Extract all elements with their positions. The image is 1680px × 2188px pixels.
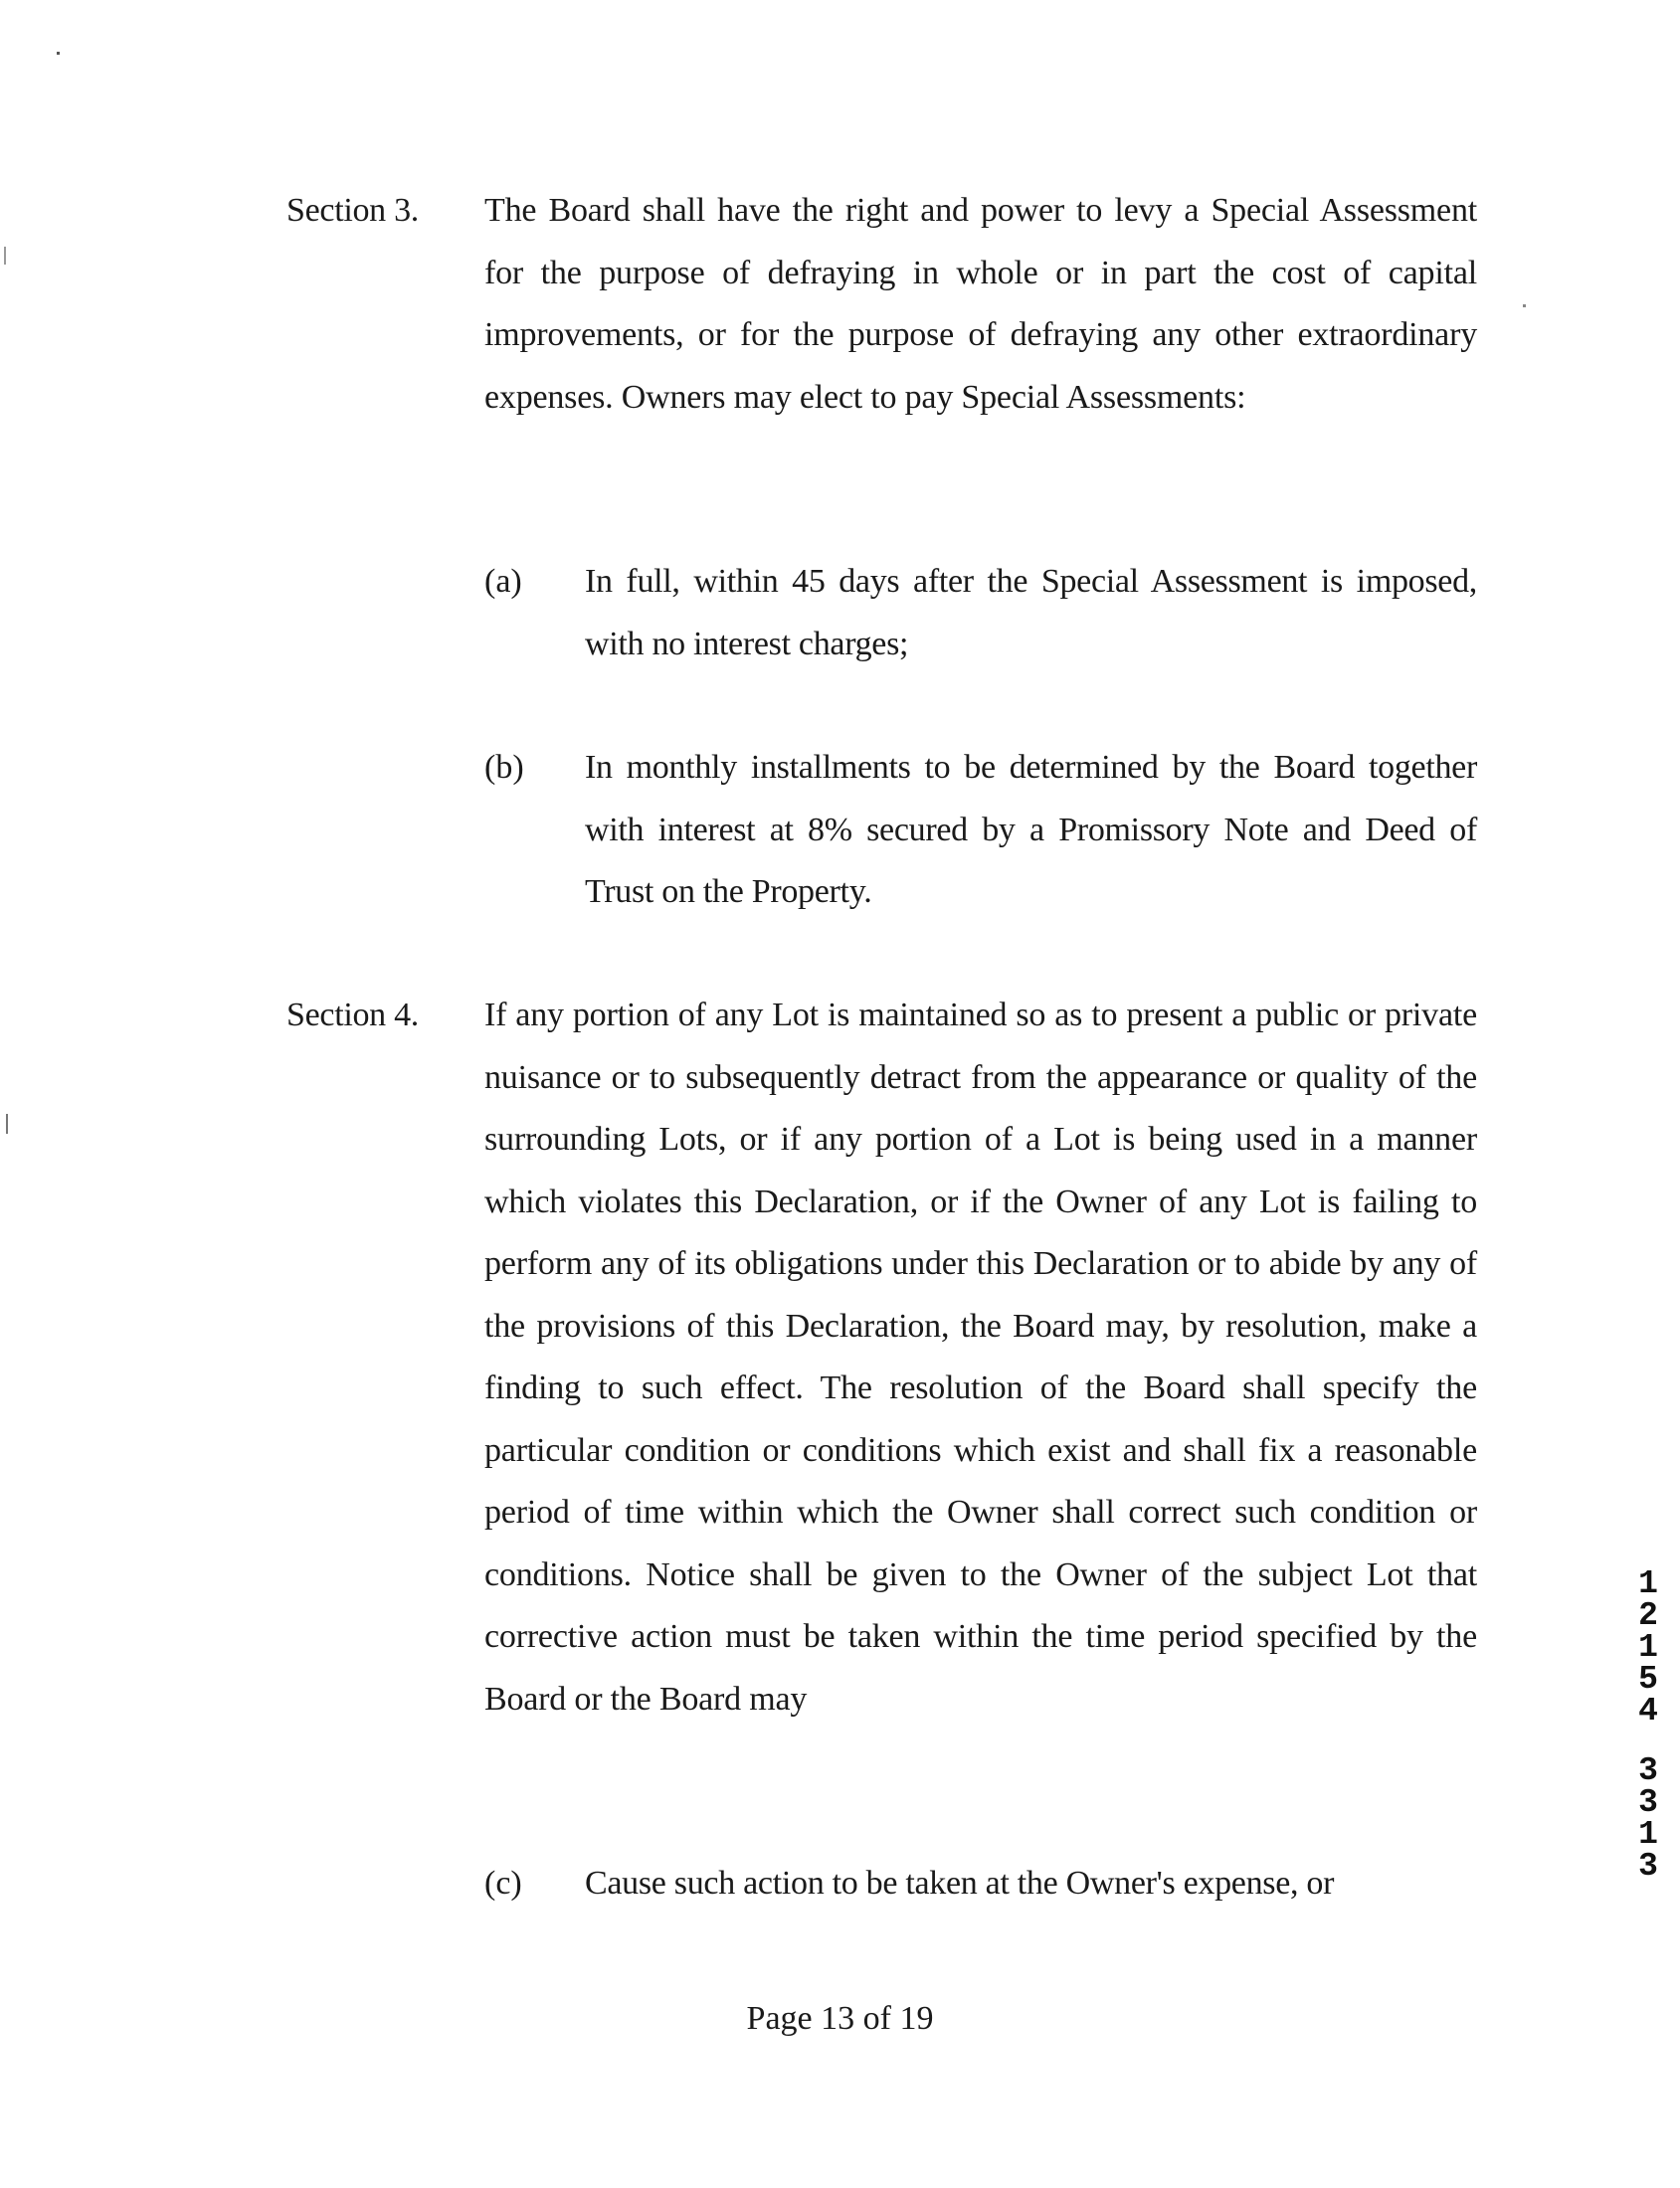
item-a-label: (a) [484, 563, 522, 600]
section-3-text: The Board shall have the right and power to levy a Special Assessment for the purpose of defraying in whole or in part the cost of capital improvements, or for the purpose of defraying any other extraordinary expenses. Owners may elect to pay Special Assessments: [484, 192, 1477, 416]
stamp-digit: 4 [1638, 1693, 1658, 1730]
item-a-text: In full, within 45 days after the Special Assessment is imposed, with no interest charges; [585, 563, 1477, 662]
scan-mark [6, 1114, 8, 1134]
item-b-text: In monthly installments to be determined by the Board together with interest at 8% secured by a Promissory Note and Deed of Trust on the Property. [585, 749, 1477, 910]
stamp-digit: 3 [1638, 1752, 1658, 1789]
scan-speck [57, 52, 60, 55]
stamp-digit: 1 [1638, 1565, 1658, 1602]
section-4-text: If any portion of any Lot is maintained so as to present a public or private nuisance or to subsequently detract from the appearance or quality of the surrounding Lots, or if any portion of a Lot is being used in a manner which violates this Declaration, or if the Owner of any Lot is failing to perform any of its obligations under this Declaration or to abide by any of the provisions of this Declaration, the Board may, by resolution, make a finding to such effect. The resolution of the Board shall specify the particular condition or conditions which exist and shall fix a reasonable period of time within which the Owner shall correct such condition or conditions. Notice shall be given to the Owner of the subject Lot that corrective action must be taken within the time period specified by the Board or the Board may [484, 997, 1477, 1718]
stamp-digit: 3 [1638, 1848, 1658, 1885]
item-b-label: (b) [484, 749, 524, 786]
page-number: Page 13 of 19 [746, 2000, 934, 2037]
recording-stamp [1633, 1565, 1663, 1885]
section-3-label: Section 3. [286, 192, 419, 229]
section-4-label: Section 4. [286, 997, 419, 1033]
stamp-digit: 1 [1638, 1816, 1658, 1853]
item-c-label: (c) [484, 1865, 522, 1902]
scan-speck [1523, 304, 1526, 307]
stamp-digit: 5 [1638, 1661, 1658, 1698]
stamp-digit: 1 [1638, 1629, 1658, 1666]
stamp-digit: 2 [1638, 1597, 1658, 1634]
item-c-text: Cause such action to be taken at the Owner's expense, or [585, 1865, 1335, 1902]
stamp-digit: 3 [1638, 1784, 1658, 1821]
scan-mark [4, 247, 6, 265]
stamp-gap [1633, 1728, 1663, 1755]
